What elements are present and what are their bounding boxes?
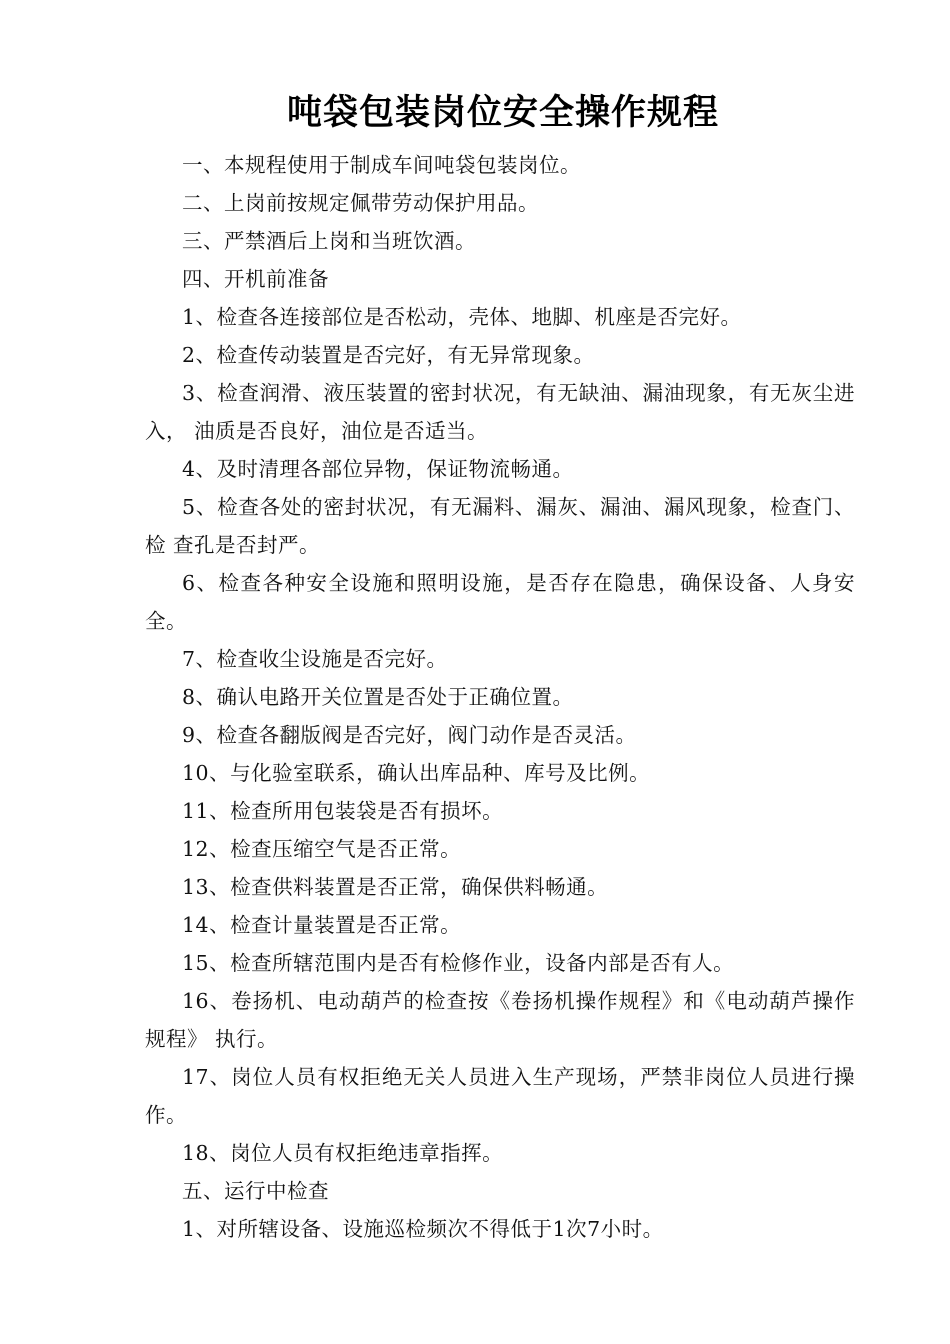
paragraph: 1、检查各连接部位是否松动，壳体、地脚、机座是否完好。 [182,305,742,329]
paragraph: 15、检查所辖范围内是否有检修作业，设备内部是否有人。 [182,951,735,975]
paragraph: 5、检查各处的密封状况，有无漏料、漏灰、漏油、漏风现象，检查门、检 查孔是否封严。 [145,495,855,557]
paragraph: 7、检查收尘设施是否完好。 [182,647,448,671]
paragraph: 4、及时清理各部位异物，保证物流畅通。 [182,457,574,481]
paragraph: 一、本规程使用于制成车间吨袋包装岗位。 [182,153,581,177]
paragraph: 9、检查各翻版阀是否完好，阀门动作是否灵活。 [182,723,637,747]
paragraph: 16、卷扬机、电动葫芦的检查按《卷扬机操作规程》和《电动葫芦操作规程》 执行。 [145,989,855,1051]
paragraph: 6、检查各种安全设施和照明设施，是否存在隐患，确保设备、人身安全。 [145,571,855,633]
paragraph: 8、确认电路开关位置是否处于正确位置。 [182,685,574,709]
paragraph: 18、岗位人员有权拒绝违章指挥。 [182,1141,504,1165]
paragraph: 10、与化验室联系，确认出库品种、库号及比例。 [182,761,651,785]
paragraph: 3、检查润滑、液压装置的密封状况，有无缺油、漏油现象，有无灰尘进入， 油质是否良好，油位是否适当。 [145,381,855,443]
paragraph: 13、检查供料装置是否正常，确保供料畅通。 [182,875,609,899]
paragraph: 14、检查计量装置是否正常。 [182,913,462,937]
section-heading: 四、开机前准备 [182,267,329,291]
section-heading: 五、运行中检查 [182,1179,329,1203]
paragraph: 二、上岗前按规定佩带劳动保护用品。 [182,191,539,215]
paragraph: 2、检查传动装置是否完好，有无异常现象。 [182,343,595,367]
paragraph: 17、岗位人员有权拒绝无关人员进入生产现场，严禁非岗位人员进行操作。 [145,1065,855,1127]
paragraph: 1、对所辖设备、设施巡检频次不得低于1次7小时。 [182,1217,664,1241]
paragraph: 12、检查压缩空气是否正常。 [182,837,462,861]
paragraph: 三、严禁酒后上岗和当班饮酒。 [182,229,476,253]
document-body [145,146,855,1248]
document-title: 吨袋包装岗位安全操作规程 [286,92,719,133]
paragraph: 11、检查所用包装袋是否有损坏。 [182,799,504,823]
